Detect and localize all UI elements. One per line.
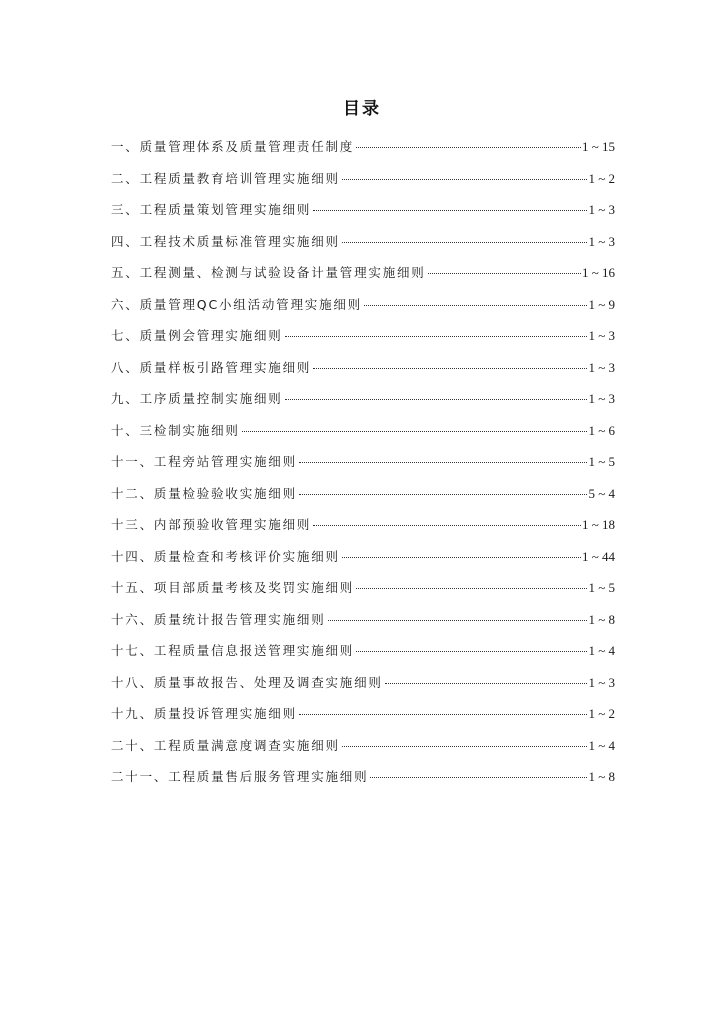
- toc-entry[interactable]: [111, 421, 615, 453]
- toc-entry[interactable]: [111, 767, 615, 799]
- toc-entry-title: 十五、项目部质量考核及奖罚实施细则: [111, 580, 355, 595]
- dot-leader: [313, 210, 587, 211]
- toc-entry-page-range: 1 ~ 3: [588, 359, 615, 375]
- toc-entry-title: 十二、质量检验验收实施细则: [111, 485, 297, 501]
- dot-leader: [385, 683, 588, 684]
- dot-leader: [299, 494, 588, 495]
- toc-entry-page-range: 1 ~ 3: [588, 328, 615, 343]
- toc-entry-title: 二、工程质量教育培训管理实施细则: [111, 170, 340, 186]
- dot-leader: [370, 777, 587, 778]
- toc-entry-page-range: 1 ~ 5: [588, 580, 615, 595]
- dot-leader: [242, 431, 588, 432]
- toc-entry-page-range: 1 ~ 5: [588, 454, 615, 469]
- toc-entry-page-range: 1 ~ 8: [588, 769, 615, 784]
- dot-leader: [328, 620, 588, 621]
- toc-entry-page-range: 1 ~ 2: [588, 706, 615, 721]
- toc-entry-title: 七、质量例会管理实施细则: [111, 328, 283, 343]
- toc-entry-title: 六、质量管理QC小组活动管理实施细则: [111, 296, 362, 312]
- dot-leader: [299, 714, 588, 715]
- toc-entry[interactable]: [111, 578, 615, 610]
- toc-entry-page-range: 1 ~ 6: [588, 422, 615, 438]
- dot-leader: [285, 336, 588, 337]
- toc-entry-title: 十三、内部预验收管理实施细则: [111, 517, 312, 532]
- toc-entry[interactable]: [111, 641, 615, 673]
- toc-entry[interactable]: [111, 137, 615, 169]
- dot-leader: [342, 242, 588, 243]
- toc-entry-title: 十九、质量投诉管理实施细则: [111, 706, 297, 721]
- toc-entry-title: 十、三检制实施细则: [111, 422, 240, 438]
- toc-entry-page-range: 1 ~ 3: [588, 233, 615, 249]
- dot-leader: [428, 273, 581, 274]
- toc-entry-title: 三、工程质量策划管理实施细则: [111, 202, 312, 217]
- toc-entry-page-range: 1 ~ 4: [588, 737, 615, 753]
- page-title: 目录: [343, 99, 381, 119]
- dot-leader: [364, 305, 587, 306]
- toc-entry[interactable]: [111, 358, 615, 390]
- toc-entry[interactable]: [111, 389, 615, 421]
- toc-entry[interactable]: [111, 484, 615, 516]
- toc-entry-page-range: 1 ~ 18: [581, 517, 615, 532]
- toc-entry[interactable]: [111, 610, 615, 642]
- toc-entry-page-range: 1 ~ 16: [581, 265, 615, 280]
- dot-leader: [313, 368, 587, 369]
- toc-entry-page-range: 1 ~ 3: [588, 391, 615, 406]
- dot-leader: [342, 179, 588, 180]
- toc-entry-title: 四、工程技术质量标准管理实施细则: [111, 233, 340, 249]
- toc-entry[interactable]: [111, 515, 615, 547]
- toc-entry[interactable]: [111, 295, 615, 327]
- toc-entry-title: 二十、工程质量满意度调查实施细则: [111, 737, 340, 753]
- dot-leader: [285, 399, 588, 400]
- toc-entry[interactable]: [111, 232, 615, 264]
- toc-entry[interactable]: [111, 263, 615, 295]
- toc-entry[interactable]: [111, 547, 615, 579]
- toc-entry-page-range: 1 ~ 8: [588, 611, 615, 627]
- toc-entry-title: 二十一、工程质量售后服务管理实施细则: [111, 769, 369, 784]
- toc-entry[interactable]: [111, 673, 615, 705]
- dot-leader: [342, 746, 588, 747]
- toc-entry[interactable]: [111, 452, 615, 484]
- dot-leader: [356, 147, 581, 148]
- toc-entry[interactable]: [111, 326, 615, 358]
- dot-leader: [342, 557, 581, 558]
- toc-entry-title: 八、质量样板引路管理实施细则: [111, 359, 312, 375]
- toc-entry-page-range: 1 ~ 3: [588, 674, 615, 690]
- toc-entry[interactable]: [111, 736, 615, 768]
- table-of-contents: [111, 137, 615, 799]
- toc-entry-title: 十六、质量统计报告管理实施细则: [111, 611, 326, 627]
- dot-leader: [356, 588, 587, 589]
- dot-leader: [356, 651, 587, 652]
- toc-entry-page-range: 5 ~ 4: [588, 485, 615, 501]
- toc-entry[interactable]: [111, 169, 615, 201]
- toc-entry-title: 十四、质量检查和考核评价实施细则: [111, 548, 340, 564]
- dot-leader: [313, 525, 581, 526]
- toc-entry-title: 十八、质量事故报告、处理及调查实施细则: [111, 674, 383, 690]
- toc-entry-title: 一、质量管理体系及质量管理责任制度: [111, 139, 355, 154]
- toc-entry[interactable]: [111, 200, 615, 232]
- toc-entry-page-range: 1 ~ 15: [581, 139, 615, 154]
- toc-entry-page-range: 1 ~ 9: [588, 296, 615, 312]
- toc-entry-page-range: 1 ~ 44: [581, 548, 615, 564]
- toc-entry-title: 九、工序质量控制实施细则: [111, 391, 283, 406]
- toc-entry-page-range: 1 ~ 2: [588, 170, 615, 186]
- toc-entry-page-range: 1 ~ 3: [588, 202, 615, 217]
- toc-entry-title: 十一、工程旁站管理实施细则: [111, 454, 297, 469]
- dot-leader: [299, 462, 588, 463]
- toc-entry-page-range: 1 ~ 4: [588, 643, 615, 658]
- toc-entry-title: 五、工程测量、检测与试验设备计量管理实施细则: [111, 265, 426, 280]
- toc-entry[interactable]: [111, 704, 615, 736]
- toc-entry-title: 十七、工程质量信息报送管理实施细则: [111, 643, 355, 658]
